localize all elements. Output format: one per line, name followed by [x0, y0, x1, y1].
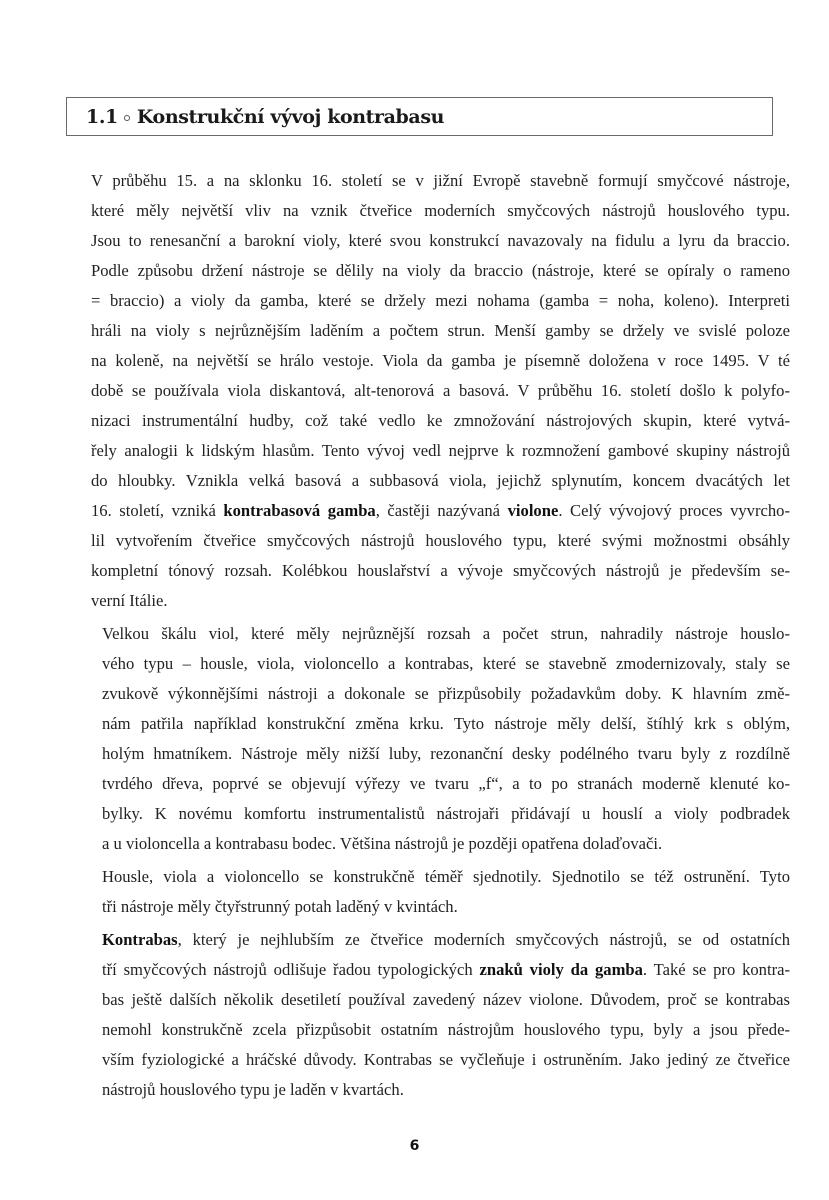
text-run: tří smyčcových nástrojů odlišuje řadou typologických	[102, 960, 480, 979]
text-line	[91, 376, 790, 406]
paragraph	[91, 862, 790, 922]
text-line	[91, 556, 790, 586]
text-run: = braccio) a violy da gamba, které se držely mezi nohama (gamba = noha, koleno). Interpreti	[91, 291, 790, 310]
text-run: vším fyziologické a hráčské důvody. Kontrabas se vyčleňuje i ostruněním. Jako jediný ze čtveřice	[102, 1050, 790, 1069]
text-line	[91, 709, 790, 739]
text-line	[91, 586, 790, 616]
text-line	[91, 226, 790, 256]
text-line	[91, 496, 790, 526]
circle-bullet-icon	[124, 115, 130, 121]
text-run: tvrdého dřeva, poprvé se objevují výřezy ve tvaru „f“, a to po stranách moderně klenuté ko-	[102, 774, 790, 793]
text-run: nám patřila například konstrukční změna krku. Tyto nástroje měly delší, štíhlý krk s oblým,	[102, 714, 790, 733]
text-line	[91, 286, 790, 316]
text-run: které měly největší vliv na vznik čtveřice moderních smyčcových nástrojů houslového typu.	[91, 201, 790, 220]
text-run: nástrojů houslového typu je laděn v kvartách.	[102, 1080, 404, 1099]
text-line	[91, 649, 790, 679]
text-line	[91, 256, 790, 286]
text-run: hráli na violy s nejrůznějším laděním a počtem strun. Menší gamby se držely ve svislé poloze	[91, 321, 790, 340]
text-line	[91, 436, 790, 466]
paragraph	[91, 925, 790, 1105]
bold-term: kontrabasová gamba	[223, 501, 376, 520]
section-heading-box	[66, 97, 773, 136]
text-run: . Také se pro kontra-	[642, 960, 790, 979]
text-line	[91, 196, 790, 226]
text-line	[91, 1045, 790, 1075]
text-line	[91, 619, 790, 649]
text-run: , který je nejhlubším ze čtveřice moderních smyčcových nástrojů, se od ostatních	[177, 930, 790, 949]
text-run: Jsou to renesanční a barokní violy, které svou konstrukcí navazovaly na fidulu a lyru da braccio.	[91, 231, 790, 250]
text-line	[91, 769, 790, 799]
text-run: a u violoncella a kontrabasu bodec. Většina nástrojů je později opatřena dolaďovači.	[102, 834, 663, 853]
paragraph	[91, 619, 790, 859]
text-run: době se používala viola diskantová, alt-tenorová a basová. V průběhu 16. století došlo k polyfo-	[91, 381, 790, 400]
body-text	[91, 166, 790, 1105]
text-line	[91, 406, 790, 436]
text-line	[91, 925, 790, 955]
text-line	[91, 346, 790, 376]
text-run: Velkou škálu viol, které měly nejrůznější rozsah a počet strun, nahradily nástroje houslo-	[102, 624, 790, 643]
text-run: tři nástroje měly čtyřstrunný potah laděný v kvintách.	[102, 897, 458, 916]
text-run: Podle způsobu držení nástroje se dělily na violy da braccio (nástroje, které se opíraly o rameno	[91, 261, 790, 280]
text-run: zvukově výkonnějšími nástroji a dokonale se přizpůsobily požadavkům doby. K hlavním změ-	[102, 684, 790, 703]
text-line	[91, 955, 790, 985]
text-line	[91, 739, 790, 769]
text-line	[91, 466, 790, 496]
text-run: kompletní tónový rozsah. Kolébkou houslařství a vývoje smyčcových nástrojů je především se-	[91, 561, 790, 580]
text-run: Housle, viola a violoncello se konstrukčně téměř sjednotily. Sjednotilo se též ostrunění. Tyto	[102, 867, 790, 886]
text-run: bylky. K novému komfortu instrumentalistů nástrojaři přidávají u houslí a violy podbradek	[102, 804, 790, 823]
bold-term: violone	[507, 501, 559, 520]
text-run: holým hmatníkem. Nástroje měly nižší luby, rezonanční desky podélného tvaru byly z rozdílně	[102, 744, 790, 763]
text-line	[91, 526, 790, 556]
text-run: verní Itálie.	[91, 591, 168, 610]
text-line	[91, 892, 790, 922]
text-line	[91, 1015, 790, 1045]
text-line	[91, 166, 790, 196]
page-number: 6	[409, 1138, 420, 1154]
text-run: nemohl konstrukčně zcela přizpůsobit ostatním nástrojům houslového typu, byly a jsou přede-	[102, 1020, 790, 1039]
bold-term: znaků violy da gamba	[479, 960, 643, 979]
text-run: na koleně, na největší se hrálo vestoje. Viola da gamba je písemně doložena v roce 1495. V té	[91, 351, 790, 370]
text-line	[91, 799, 790, 829]
text-line	[91, 985, 790, 1015]
text-run: , častěji nazývaná	[375, 501, 508, 520]
text-run: bas ještě dalších několik desetiletí používal zavedený název violone. Důvodem, proč se kontrabas	[102, 990, 790, 1009]
text-run: 16. století, vzniká	[91, 501, 224, 520]
text-line	[91, 316, 790, 346]
text-run: V průběhu 15. a na sklonku 16. století se v jižní Evropě stavebně formují smyčcové nástroje,	[91, 171, 790, 190]
text-run: řely analogii k lidským hlasům. Tento vývoj vedl nejprve k rozmnožení gambové skupiny nástrojů	[91, 441, 790, 460]
text-run: lil vytvořením čtveřice smyčcových nástrojů houslového typu, které svými možnostmi obsáhly	[91, 531, 790, 550]
text-run: nizaci instrumentální hudby, což také vedlo ke zmnožování nástrojových skupin, které vytvá-	[91, 411, 790, 430]
text-run: do hloubky. Vznikla velká basová a subbasová viola, jejichž splynutím, koncem dvacátých let	[91, 471, 790, 490]
section-number: 1.1	[86, 105, 118, 128]
section-title: Konstrukční vývoj kontrabasu	[136, 105, 445, 128]
text-line	[91, 829, 790, 859]
text-line	[91, 862, 790, 892]
text-line	[91, 1075, 790, 1105]
paragraph	[91, 166, 790, 616]
bold-term: Kontrabas	[102, 930, 178, 949]
text-line	[91, 679, 790, 709]
text-run: . Celý vývojový proces vyvrcho-	[558, 501, 790, 520]
text-run: vého typu – housle, viola, violoncello a kontrabas, které se stavebně zmodernizovaly, staly se	[102, 654, 790, 673]
